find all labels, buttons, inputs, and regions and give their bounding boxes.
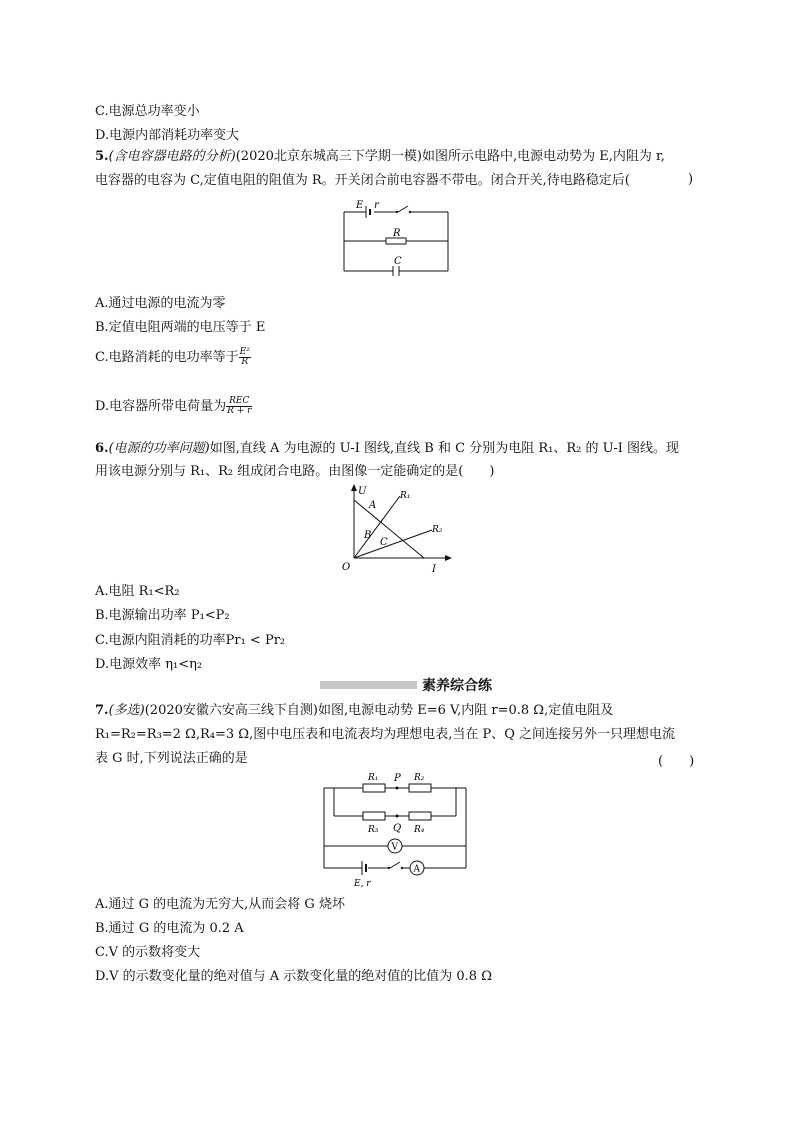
section-banner <box>320 678 510 692</box>
q6-label-O: O <box>342 562 351 573</box>
q7-node-Q <box>396 815 399 818</box>
q7-stem-line2: R₁=R₂=R₃=2 Ω,R₄=3 Ω,图中电压表和电流表均为理想电表,当在 P、Q 之间连接另外一只理想电流 <box>95 727 675 742</box>
q6-text1: 如图,直线 A 为电源的 U-I 图线,直线 B 和 C 分别为电阻 R₁、R₂ 的 U-I 图线。现 <box>209 441 679 456</box>
q6-label-R1: R₁ <box>400 491 411 501</box>
q6-line-A <box>354 500 424 558</box>
q5-paren-close: ) <box>688 172 694 187</box>
q7-stem-line1 <box>95 702 613 720</box>
q5-option-c-fraction <box>239 348 251 367</box>
q6-label-U: U <box>358 486 367 497</box>
q7-option-a: A.通过 G 的电流为无穷大,从而会将 G 烧坏 <box>95 897 345 912</box>
q7-voltmeter-label: V <box>391 842 398 853</box>
q7-label-Er: E, r <box>354 879 371 888</box>
q5-tag: (含电容器电路的分析) <box>108 149 236 164</box>
q6-paren-close: ) <box>489 464 495 479</box>
q7-label-Q: Q <box>393 823 402 834</box>
q5-label-R: R <box>393 228 401 239</box>
q5-label-r: r <box>374 200 379 211</box>
q7-stem-line3: 表 G 时,下列说法正确的是 <box>95 751 248 766</box>
q6-label-C: C <box>380 537 388 548</box>
q6-u-axis-arrow <box>351 484 357 491</box>
q6-text2: 用该电源分别与 R₁、R₂ 组成闭合电路。由图像一定能确定的是( <box>95 464 464 479</box>
q7-circuit-figure <box>318 768 474 888</box>
q5-stem-line2: 电容器的电容为 C,定值电阻的阻值为 R。开关闭合前电容器不带电。闭合开关,待电路稳定后( <box>95 173 630 188</box>
q5-option-a: A.通过电源的电流为零 <box>95 296 226 311</box>
q6-label-I: I <box>432 564 436 574</box>
q6-label-B: B <box>364 530 372 541</box>
q6-stem-line2 <box>95 463 494 481</box>
q6-label-A: A <box>369 500 377 511</box>
q7-label-R3: R₃ <box>368 825 379 835</box>
q6-stem-line1 <box>95 440 679 458</box>
q7-switch-contact <box>401 867 403 869</box>
q7-label-R2: R₂ <box>414 773 425 783</box>
q6-label-R2: R₂ <box>432 525 443 535</box>
q6-i-axis-arrow <box>445 555 452 561</box>
prev-option-d: D.电源内部消耗功率变大 <box>95 128 240 143</box>
q7-text1: (2020安徽六安高三线下自测)如图,电源电动势 E=6 V,内阻 r=0.8 Ω,定值电阻及 <box>144 703 614 718</box>
q6-option-c: C.电源内阻消耗的功率Pr₁ < Pr₂ <box>95 633 286 648</box>
q5-option-b: B.定值电阻两端的电压等于 E <box>95 320 266 335</box>
q5-option-d-fraction <box>226 397 252 416</box>
q5-option-c-numerator: E² <box>239 347 250 357</box>
q6-option-d: D.电源效率 η₁<η₂ <box>95 657 203 672</box>
q7-label-R1: R₁ <box>368 773 379 783</box>
q5-option-c-text: C.电路消耗的电功率等于 <box>95 350 239 365</box>
q5-stem-line1 <box>95 148 665 166</box>
q5-number: 5. <box>95 149 109 164</box>
q5-option-c <box>95 346 251 367</box>
q6-option-b: B.电源输出功率 P₁<P₂ <box>95 608 230 623</box>
q7-paren: ( ) <box>658 754 695 769</box>
q5-option-d <box>95 395 252 416</box>
q5-option-d-text: D.电容器所带电荷量为 <box>95 399 227 414</box>
section-title: 素养综合练 <box>422 678 492 694</box>
q5-circuit-figure <box>336 196 456 276</box>
q5-option-c-denominator: R <box>241 357 249 367</box>
q6-tag: (电源的功率问题) <box>108 441 210 456</box>
section-banner-bar <box>320 681 417 689</box>
q6-ui-graph <box>340 482 460 574</box>
q5-text1: (2020北京东城高三下学期一模)如图所示电路中,电源电动势为 E,内阻为 r, <box>235 149 665 164</box>
q5-switch-pivot <box>396 211 398 213</box>
q7-option-d: D.V 的示数变化量的绝对值与 A 示数变化量的绝对值的比值为 0.8 Ω <box>95 969 492 984</box>
q5-option-d-denominator: R + r <box>227 406 252 416</box>
q5-label-C: C <box>394 256 402 267</box>
prev-option-c: C.电源总功率变小 <box>95 104 200 119</box>
q7-ammeter-label: A <box>413 864 420 875</box>
q7-tag: (多选) <box>108 703 145 718</box>
q5-label-E: E <box>356 200 364 211</box>
q7-number: 7. <box>95 703 109 718</box>
q7-label-P: P <box>394 773 401 784</box>
q7-label-R4: R₄ <box>414 825 425 835</box>
q7-switch-pivot <box>388 867 390 869</box>
q5-option-d-numerator: REC <box>226 397 252 407</box>
q7-node-P <box>396 787 399 790</box>
q5-switch-contact <box>409 211 411 213</box>
q6-option-a: A.电阻 R₁<R₂ <box>95 584 180 599</box>
q7-option-b: B.通过 G 的电流为 0.2 A <box>95 921 244 936</box>
q7-option-c: C.V 的示数将变大 <box>95 945 201 960</box>
q6-number: 6. <box>95 441 109 456</box>
